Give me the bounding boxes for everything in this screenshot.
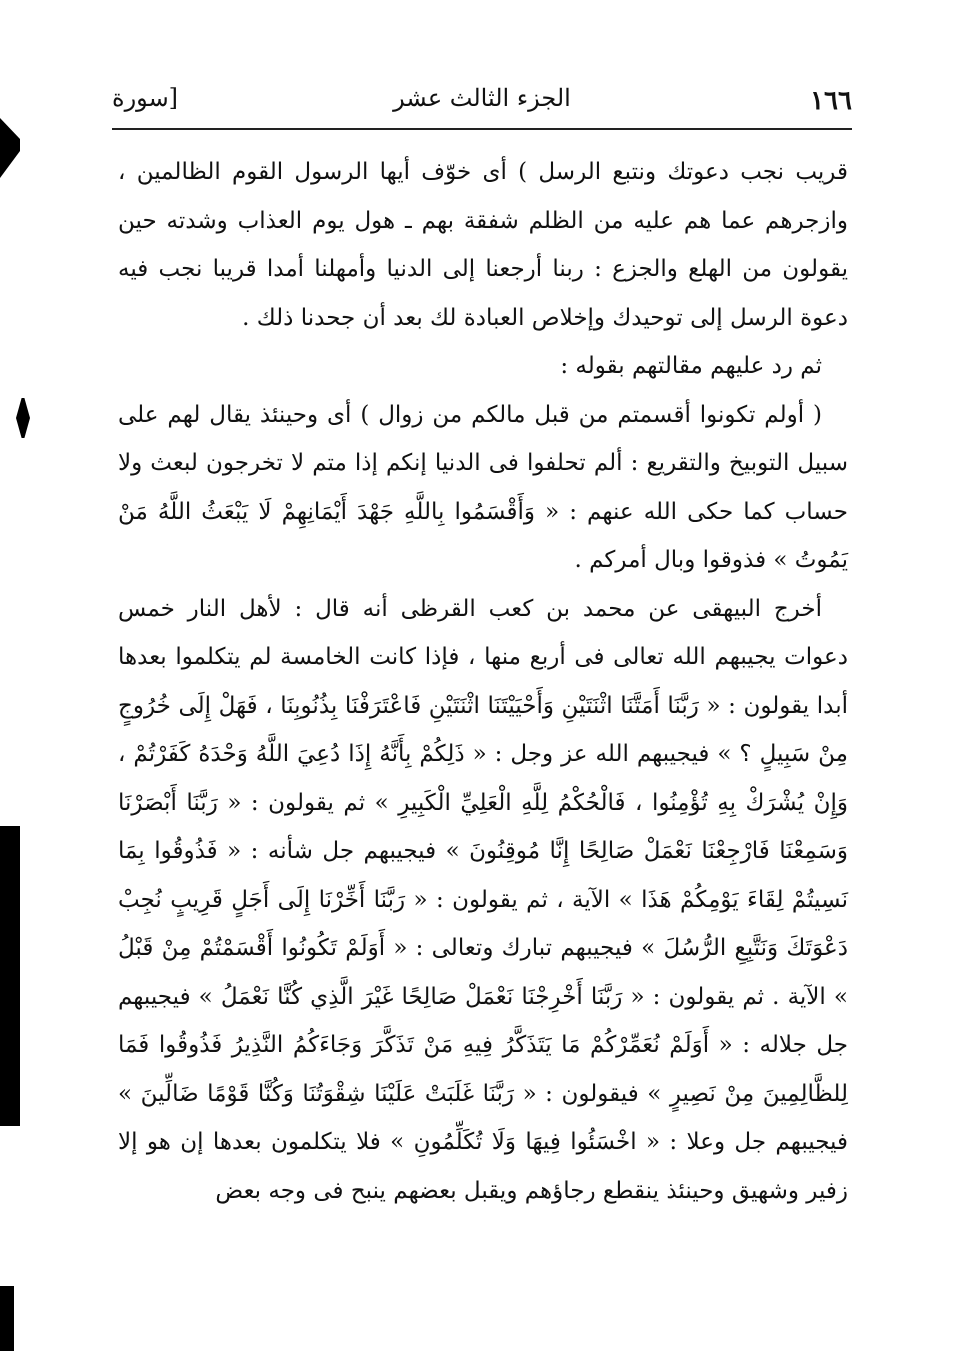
page-header xyxy=(112,80,852,124)
page-number: ١٦٦ xyxy=(810,86,852,116)
scan-edge-mark xyxy=(0,118,20,178)
paragraph: أخرج البيهقى عن محمد بن كعب القرظى أنه قال : لأهل النار خمس دعوات يجيبهم الله تعالى فى أربع منها ، فإذا كانت الخامسة لم يتكلموا بعدها أبدا يقولون : « رَبَّنَا أَمَتَّنَا اثْنَتَيْنِ وَأَحْيَيْتَنَا اثْنَتَيْنِ فَاعْتَرَفْنَا بِذُنُوبِنَا ، فَهَلْ إِلَى خُرُوجٍ مِنْ سَبِيلٍ ؟ » فيجيبهم الله عز وجل : « ذَلِكُمْ بِأَنَّهُ إِذَا دُعِيَ اللَّهُ وَحْدَهُ كَفَرْتُمْ ، وَإِنْ يُشْرَكْ بِهِ تُؤْمِنُوا ، فَالْحُكْمُ لِلَّهِ الْعَلِيِّ الْكَبِيرِ » ثم يقولون : « رَبَّنَا أَبْصَرْنَا وَسَمِعْنَا فَارْجِعْنَا نَعْمَلْ صَالِحًا إِنَّا مُوقِنُونَ » فيجيبهم جل شأنه : « فَذُوقُوا بِمَا نَسِيتُمْ لِقَاءَ يَوْمِكُمْ هَذَا » الآية ، ثم يقولون : « رَبَّنَا أَخِّرْنَا إِلَى أَجَلٍ قَرِيبٍ نُجِبْ دَعْوَتَكَ وَنَتَّبِعِ الرُّسُلَ » فيجيبهم تبارك وتعالى : « أَوَلَمْ تَكُونُوا أَقْسَمْتُمْ مِنْ قَبْلُ » الآية . ثم يقولون : « رَبَّنَا أَخْرِجْنَا نَعْمَلْ صَالِحًا غَيْرَ الَّذِي كُنَّا نَعْمَلُ » فيجيبهم جل جلاله : « أَوَلَمْ نُعَمِّرْكُمْ مَا يَتَذَكَّرُ فِيهِ مَنْ تَذَكَّرَ وَجَاءَكُمُ النَّذِيرُ فَذُوقُوا فَمَا لِلظَّالِمِينَ مِنْ نَصِيرٍ » فيقولون : « رَبَّنَا غَلَبَتْ عَلَيْنَا شِقْوَتُنَا وَكُنَّا قَوْمًا ضَالِّينَ » فيجيبهم جل وعلا : « اخْسَئُوا فِيهَا وَلَا تُكَلِّمُونِ » فلا يتكلمون بعدها إن هو إلا زفير وشهيق وحينئذ ينقطع رجاؤهم ويقبل بعضهم ينبح فى وجه بعض xyxy=(118,595,848,1204)
header-rule xyxy=(112,128,852,130)
scan-edge-mark xyxy=(16,398,30,438)
scan-edge-mark xyxy=(0,1286,14,1351)
page-body xyxy=(118,148,848,1215)
running-title: الجزء الثالث عشر xyxy=(393,84,571,112)
paragraph: قريب نجب دعوتك ونتبع الرسل ) أى خوّف أيها الرسول القوم الظالمين ، وازجرهم عما هم عليه من الظلم شفقة بهم ـ هول يوم العذاب وشدته حين يقولون من الهلع والجزع : ربنا أرجعنا إلى الدنيا وأمهلنا أمدا قريبا نجب فيه دعوة الرسل إلى توحيدك وإخلاص العبادة لك بعد أن جحدنا ذلك . xyxy=(118,159,848,331)
paragraph: ( أولم تكونوا أقسمتم من قبل مالكم من زوال ) أى وحينئذ يقال لهم على سبيل التوبيخ والتقريع : ألم تحلفوا فى الدنيا إنكم إذا متم لا تخرجون لبعث ولا حساب كما حكى الله عنهم : « وَأَقْسَمُوا بِاللَّهِ جَهْدَ أَيْمَانِهِمْ لَا يَبْعَثُ اللَّهُ مَنْ يَمُوتُ » فذوقوا وبال أمركم . xyxy=(118,401,848,573)
paragraph: ثم رد عليهم مقالتهم بقوله : xyxy=(560,353,822,379)
scan-edge-mark xyxy=(0,826,20,1126)
section-label: [سورة xyxy=(112,84,179,112)
